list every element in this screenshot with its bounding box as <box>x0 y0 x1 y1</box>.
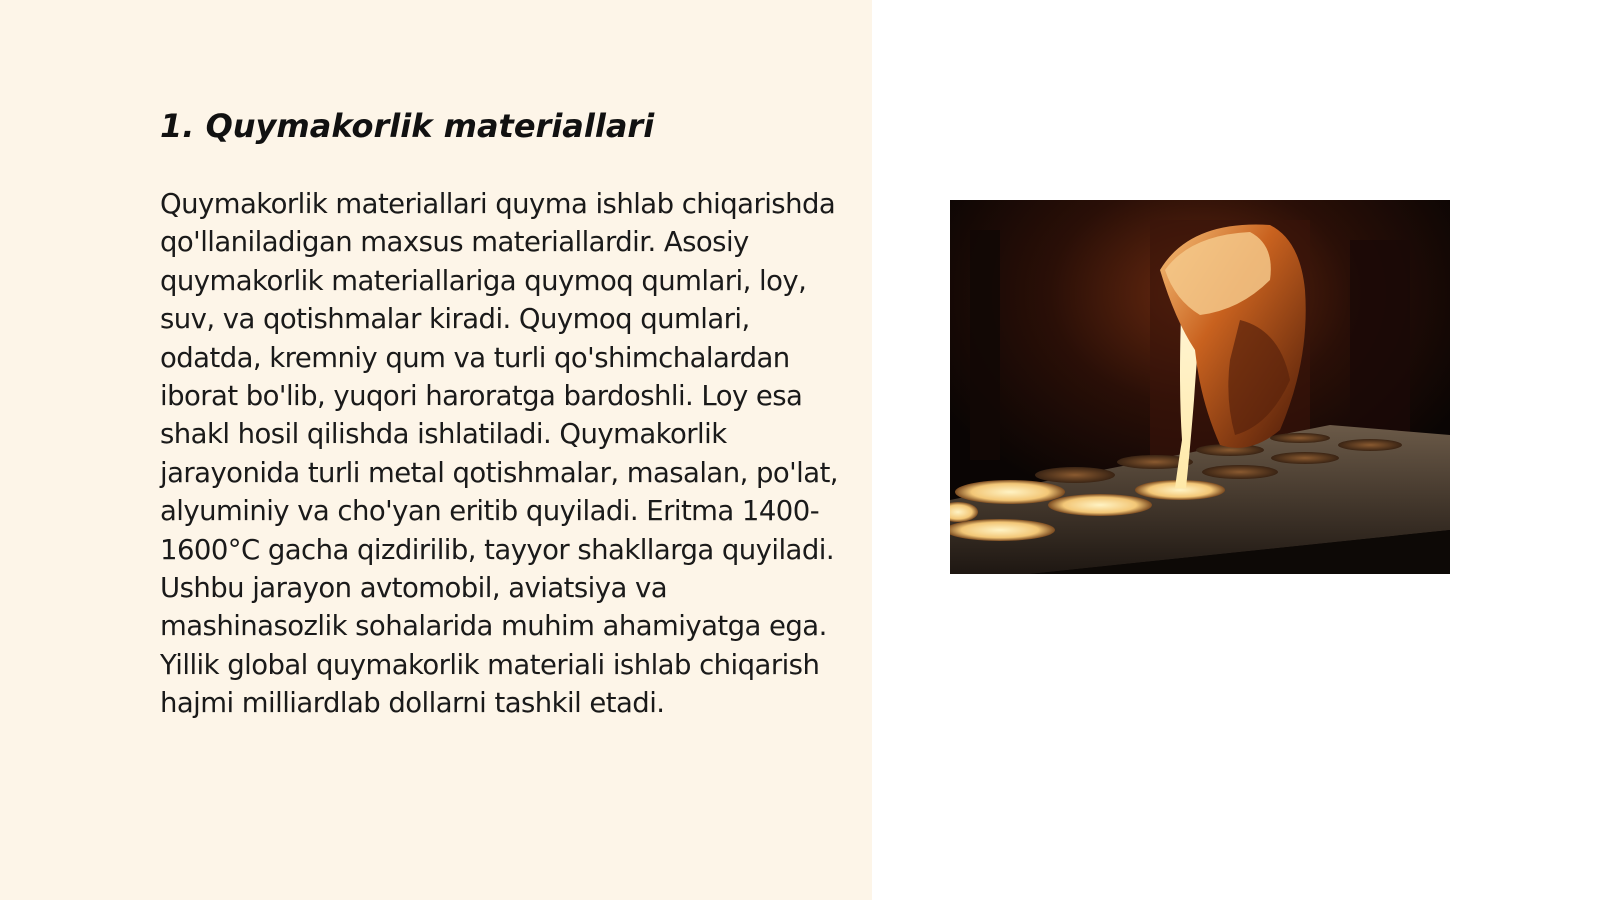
slide-title: 1. Quymakorlik materiallari <box>160 107 655 145</box>
molten-metal-pouring-photo <box>950 200 1450 574</box>
slide-body-text: Quymakorlik materiallari quyma ishlab chiqarishda qo'llaniladigan maxsus materiallardir. Asosiy quymakorlik materiallariga quymoq qumlari, loy, suv, va qotishmalar kiradi. Quymoq qumlari, odatda, kremniy qum va turli qo'shimchalardan iborat bo'lib, yuqori haroratga bardoshli. Loy esa shakl hosil qilishda ishlatiladi. Quymakorlik jarayonida turli metal qotishmalar, masalan, po'lat, alyuminiy va cho'yan eritib quyiladi. Eritma 1400-1600°C gacha qizdirilib, tayyor shakllarga quyiladi. Ushbu jarayon avtomobil, aviatsiya va mashinasozlik sohalarida muhim ahamiyatga ega. Yillik global quymakorlik materiali ishlab chiqarish hajmi milliardlab dollarni tashkil etadi. <box>160 188 838 720</box>
